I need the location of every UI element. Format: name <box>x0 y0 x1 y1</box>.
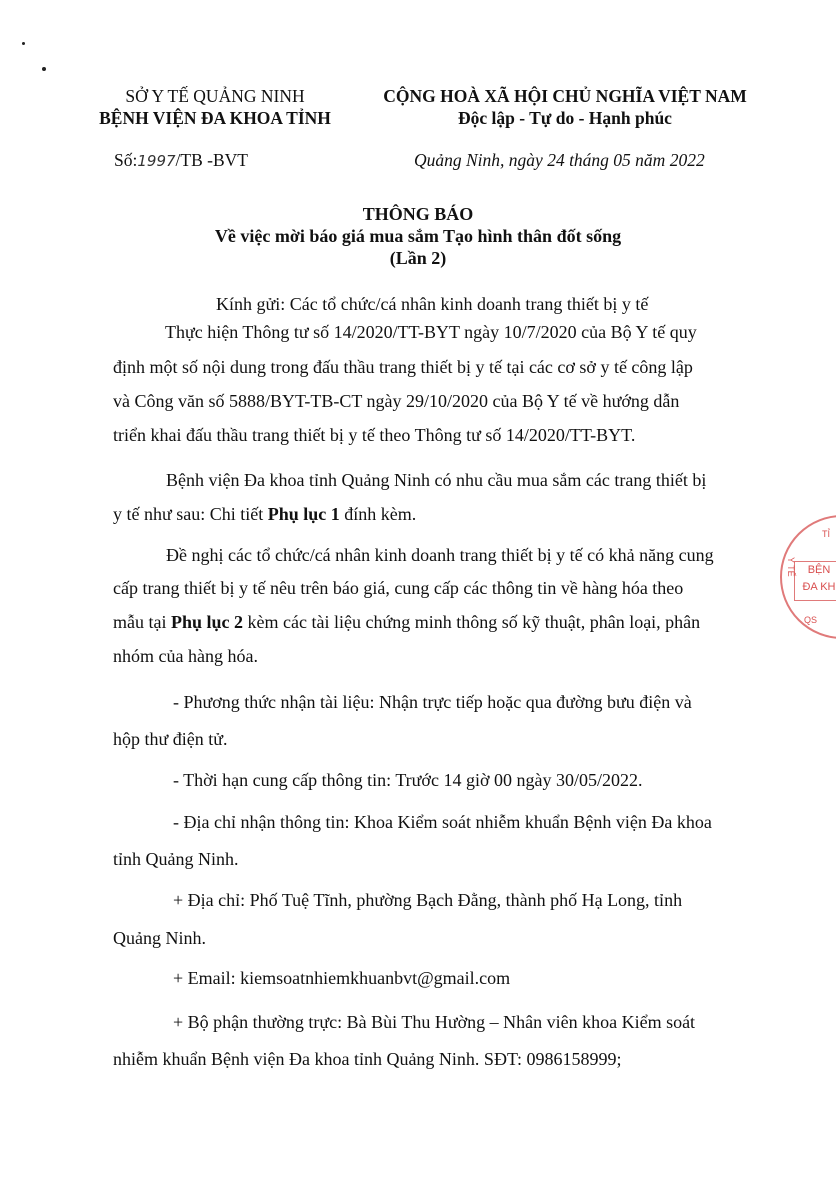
doc-number-suffix: /TB -BVT <box>175 150 248 170</box>
paragraph-3-line-4: nhóm của hàng hóa. <box>113 646 258 666</box>
appendix-1-ref: Phụ lục 1 <box>267 504 340 524</box>
paragraph-1-line-3: và Công văn số 5888/BYT-TB-CT ngày 29/10/2020 của Bộ Y tế về hướng dẫn <box>113 391 680 411</box>
duty-contact-line-1: + Bộ phận thường trực: Bà Bùi Thu Hường – Nhân viên khoa Kiểm soát <box>173 1012 696 1032</box>
recipient-line: Kính gửi: Các tổ chức/cá nhân kinh doanh trang thiết bị y tế <box>216 294 649 314</box>
street-address-line-1: + Địa chỉ: Phố Tuệ Tĩnh, phường Bạch Đằng, thành phố Hạ Long, tỉnh <box>173 890 683 910</box>
stamp-ring-bottom: QS <box>804 615 818 625</box>
paragraph-3-line-2: cấp trang thiết bị y tế nêu trên báo giá, cung cấp các thông tin về hàng hóa theo <box>113 578 684 598</box>
country-motto: Độc lập - Tự do - Hạnh phúc <box>458 108 672 128</box>
scan-speck <box>42 67 46 71</box>
notice-heading: THÔNG BÁO <box>362 204 474 224</box>
stamp-center <box>794 561 836 601</box>
place-date: Quảng Ninh, ngày 24 tháng 05 năm 2022 <box>414 150 705 170</box>
stamp-ring-top: TỈ <box>822 529 830 539</box>
official-stamp <box>780 515 836 639</box>
deadline-line: - Thời hạn cung cấp thông tin: Trước 14 giờ 00 ngày 30/05/2022. <box>173 770 643 790</box>
paragraph-2-text-end: đính kèm. <box>339 504 417 524</box>
document-number <box>114 150 248 171</box>
duty-contact-line-2: nhiễm khuẩn Bệnh viện Đa khoa tỉnh Quảng Ninh. SĐT: 0986158999; <box>113 1049 622 1069</box>
paragraph-1-line-1: Thực hiện Thông tư số 14/2020/TT-BYT ngày 10/7/2020 của Bộ Y tế quy <box>165 322 697 342</box>
notice-round: (Lần 2) <box>389 248 447 268</box>
appendix-2-ref: Phụ lục 2 <box>170 612 244 632</box>
paragraph-1-line-2: định một số nội dung trong đấu thầu trang thiết bị y tế tại các cơ sở y tế công lập <box>113 357 693 377</box>
receiving-method-line-2: hộp thư điện tử. <box>113 729 228 749</box>
scan-speck <box>22 42 25 45</box>
paragraph-3-text: mẫu tại <box>113 612 171 632</box>
stamp-text-line1: BỆN <box>807 564 831 576</box>
doc-number-handwritten: 1997 <box>137 152 176 170</box>
paragraph-2-line-1: Bệnh viện Đa khoa tỉnh Quảng Ninh có nhu cầu mua sắm các trang thiết bị <box>166 470 707 490</box>
receiving-address-line-1: - Địa chỉ nhận thông tin: Khoa Kiểm soát nhiễm khuẩn Bệnh viện Đa khoa <box>173 812 712 832</box>
paragraph-1-line-4: triển khai đấu thầu trang thiết bị y tế theo Thông tư số 14/2020/TT-BYT. <box>113 425 636 445</box>
issuing-org-line2: BỆNH VIỆN ĐA KHOA TỈNH <box>99 108 331 128</box>
paragraph-2-text: y tế như sau: Chi tiết <box>113 504 268 524</box>
doc-number-prefix: Số: <box>114 150 138 170</box>
notice-subject: Về việc mời báo giá mua sắm Tạo hình thân đốt sống <box>214 226 622 246</box>
paragraph-3-line-1: Đề nghị các tổ chức/cá nhân kinh doanh trang thiết bị y tế có khả năng cung <box>166 545 714 565</box>
receiving-address-line-2: tỉnh Quảng Ninh. <box>113 849 239 869</box>
country-name: CỘNG HOÀ XÃ HỘI CHỦ NGHĨA VIỆT NAM <box>383 86 747 106</box>
street-address-line-2: Quảng Ninh. <box>113 928 206 948</box>
stamp-text-line2: ĐA KH <box>802 581 836 593</box>
issuing-org-line1: SỞ Y TẾ QUẢNG NINH <box>125 86 305 106</box>
receiving-method-line-1: - Phương thức nhận tài liệu: Nhận trực tiếp hoặc qua đường bưu điện và <box>173 692 692 712</box>
paragraph-3-line-3 <box>113 612 700 633</box>
paragraph-2-line-2 <box>113 504 416 525</box>
email-line: + Email: kiemsoatnhiemkhuanbvt@gmail.com <box>173 968 511 988</box>
stamp-ring-left: Y TẾ <box>786 557 796 577</box>
paragraph-3-text-end: kèm các tài liệu chứng minh thông số kỹ thuật, phân loại, phân <box>243 612 701 632</box>
